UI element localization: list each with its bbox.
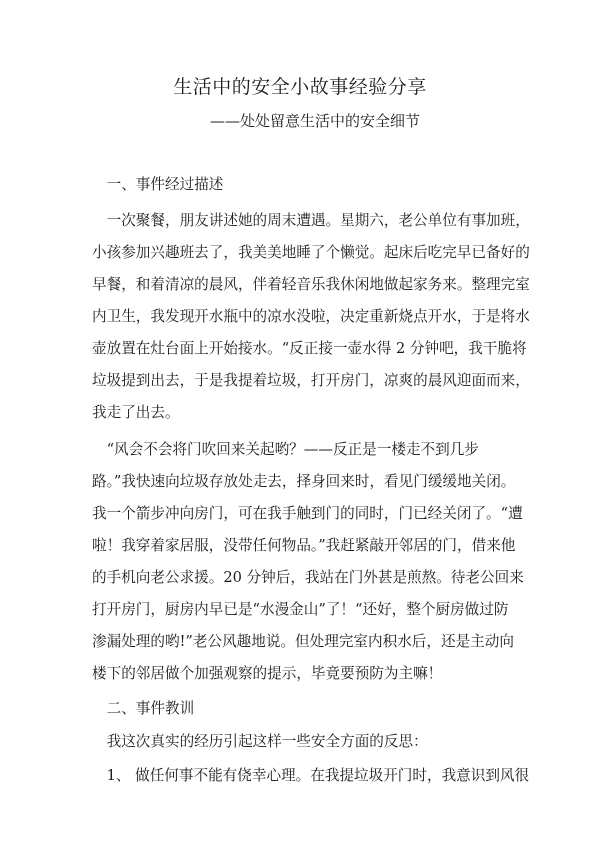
paragraph-line: 小孩参加兴趣班去了，我美美地睡了个懒觉。起床后吃完早已备好的 xyxy=(92,244,530,261)
paragraph-line: 渗漏处理的哟!”老公风趣地说。但处理完室内积水后，还是主动向 xyxy=(92,633,514,650)
paragraph-line: 壶放置在灶台面上开始接水。“反正接一壶水得 2 分钟吧，我干脆将 xyxy=(92,340,527,357)
paragraph-line: 我走了出去。 xyxy=(92,404,180,421)
paragraph-line: 的手机向老公求援。20 分钟后，我站在门外甚是煎熬。待老公回来 xyxy=(92,569,524,586)
paragraph-line: 路。”我快速向垃圾存放处走去，择身回来时，看见门缓缓地关闭。 xyxy=(92,473,516,490)
paragraph-line: 啦！我穿着家居服，没带任何物品。”我赶紧敲开邻居的门，借来他 xyxy=(92,537,516,554)
document-subtitle: ——处处留意生活中的安全细节 xyxy=(209,112,420,130)
paragraph-line: 一次聚餐，朋友讲述她的周末遭遇。星期六，老公单位有事加班， xyxy=(92,212,530,229)
paragraph-line: 我这次真实的经历引起这样一些安全方面的反思： xyxy=(92,733,428,750)
paragraph-line: 1、 做任何事不能有侥幸心理。在我提垃圾开门时，我意识到风很 xyxy=(92,767,530,784)
document-title: 生活中的安全小故事经验分享 xyxy=(173,76,427,98)
paragraph-line: “风会不会将门吹回来关起哟？——反正是一楼走不到几步 xyxy=(92,441,479,458)
section-heading-2: 二、事件教训 xyxy=(92,700,195,717)
paragraph-line: 我一个箭步冲向房门，可在我手触到门的同时，门已经关闭了。“遭 xyxy=(92,505,523,522)
paragraph-line: 打开房门，厨房内早已是“水漫金山”了！“还好，整个厨房做过防 xyxy=(92,601,509,618)
paragraph-line: 内卫生，我发现开水瓶中的凉水没啦，决定重新烧点开水，于是将水 xyxy=(92,308,530,325)
paragraph-line: 楼下的邻居做个加强观察的提示，毕竟要预防为主嘛！ xyxy=(92,665,443,682)
paragraph-line: 垃圾提到出去，于是我提着垃圾，打开房门，凉爽的晨风迎面而来， xyxy=(92,372,530,389)
paragraph-line: 早餐，和着清凉的晨风，伴着轻音乐我休闲地做起家务来。整理完室 xyxy=(92,276,530,293)
section-heading-1: 一、事件经过描述 xyxy=(92,176,224,193)
